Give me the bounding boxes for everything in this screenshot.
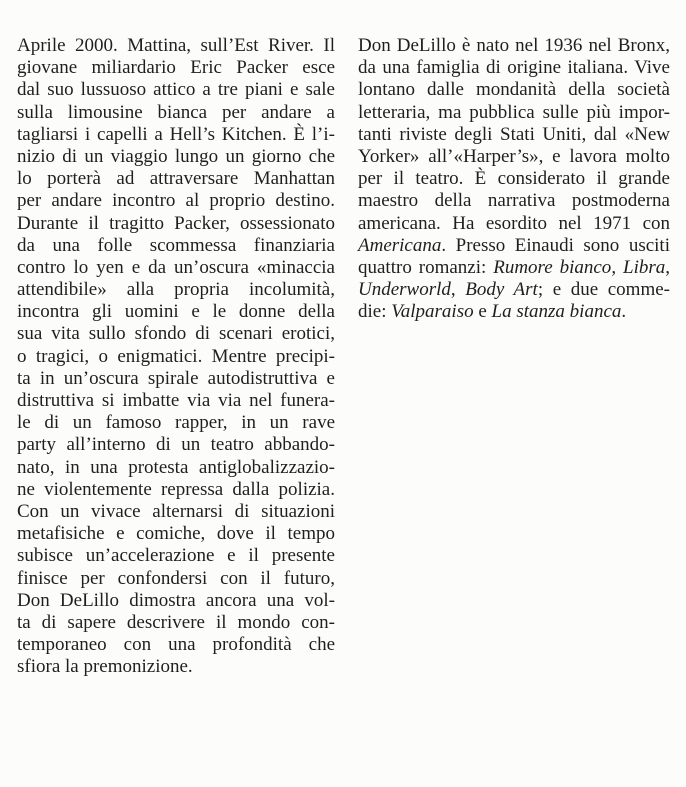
book-title: Libra xyxy=(623,256,666,278)
synopsis-line: temporaneo con una profondità che xyxy=(17,634,335,656)
book-title: La stanza bianca xyxy=(491,301,622,323)
synopsis-line: party all’interno di un teatro abbando- xyxy=(17,434,335,456)
bio-line: letteraria, ma pubblica sulle più impor- xyxy=(358,101,670,123)
bio-text: die: xyxy=(358,301,392,323)
synopsis-line: finisce per confondersi con il futuro, xyxy=(17,567,335,589)
bio-text: , xyxy=(665,256,670,278)
synopsis-line: attendibile» alla propria incolumità, xyxy=(17,279,335,301)
bio-text: . xyxy=(621,301,627,323)
book-title: Valparaiso xyxy=(391,301,474,323)
synopsis-line: le di un famoso rapper, in un rave xyxy=(17,412,335,434)
bio-line: americana. Ha esordito nel 1971 con xyxy=(358,212,670,234)
synopsis-line: ta di sapere descrivere il mondo con- xyxy=(17,611,335,633)
bio-text: , xyxy=(611,256,623,278)
synopsis-line: contro lo yen e da un’oscura «minaccia xyxy=(17,256,335,278)
synopsis-line: distruttiva si imbatte via via nel funera- xyxy=(17,390,335,411)
bio-line: tanti riviste degli Stati Uniti, dal «New xyxy=(358,123,670,145)
synopsis-column xyxy=(17,35,335,678)
synopsis-line: sua vita sullo sfondo di scenari erotici, xyxy=(17,323,335,345)
synopsis-line: ne violentemente repressa dalla polizia. xyxy=(17,478,335,500)
bio-line: per il teatro. È considerato il grande xyxy=(358,168,670,190)
book-title: Underworld xyxy=(358,279,451,301)
bio-line: Don DeLillo è nato nel 1936 nel Bronx, xyxy=(358,35,670,56)
bio-text: . Presso Einaudi sono usciti xyxy=(441,234,670,256)
synopsis-line: nato, in una protesta antiglobalizzazio- xyxy=(17,456,335,478)
synopsis-line: incontra gli uomini e le donne della xyxy=(17,301,335,323)
bio-line: Yorker» all’«Harper’s», e lavora molto xyxy=(358,145,670,167)
synopsis-line: giovane miliardario Eric Packer esce xyxy=(17,57,335,79)
synopsis-line: sfiora la premonizione. xyxy=(17,656,193,678)
synopsis-line: Durante il tragitto Packer, ossessionato xyxy=(17,212,335,234)
synopsis-line: sulla limousine bianca per andare a xyxy=(17,101,335,123)
bio-text: e xyxy=(473,301,492,323)
bio-line: maestro della narrativa postmoderna xyxy=(358,190,670,212)
bio-line: lontano dalle mondanità della società xyxy=(358,79,670,101)
synopsis-line: Con un vivace alternarsi di situazioni xyxy=(17,500,335,522)
synopsis-line: ta in un’oscura spirale autodistruttiva e xyxy=(17,367,335,389)
bio-text: ; e due comme- xyxy=(537,279,670,301)
synopsis-line: dal suo lussuoso attico a tre piani e sale xyxy=(17,79,335,101)
book-title: Americana xyxy=(358,234,442,256)
synopsis-line: nizio di un viaggio lungo un giorno che xyxy=(17,145,335,167)
bio-line: da una famiglia di origine italiana. Vive xyxy=(358,57,670,79)
synopsis-line: da una folle scommessa finanziaria xyxy=(17,234,335,256)
synopsis-line: Don DeLillo dimostra ancora una vol- xyxy=(17,589,335,611)
book-title: Body Art xyxy=(465,279,538,301)
book-title: Rumore bianco xyxy=(493,256,612,278)
synopsis-line: Aprile 2000. Mattina, sull’Est River. Il xyxy=(17,35,335,56)
synopsis-line: subisce un’accelerazione e il presente xyxy=(17,545,335,567)
bio-text: , xyxy=(450,279,466,301)
synopsis-line: per andare incontro al proprio destino. xyxy=(17,190,335,212)
bio-line xyxy=(358,235,670,257)
synopsis-line: lo porterà ad attraversare Manhattan xyxy=(17,168,335,190)
bio-line xyxy=(358,301,670,323)
author-bio-column xyxy=(358,35,670,323)
synopsis-line: tagliarsi i capelli a Hell’s Kitchen. È l’i- xyxy=(17,123,335,145)
bio-text: quattro romanzi: xyxy=(358,256,494,278)
synopsis-line: metafisiche e comiche, dove il tempo xyxy=(17,523,335,545)
bio-line xyxy=(358,257,670,279)
synopsis-line: o tragici, o enigmatici. Mentre precipi- xyxy=(17,345,335,367)
bio-line xyxy=(358,279,670,301)
